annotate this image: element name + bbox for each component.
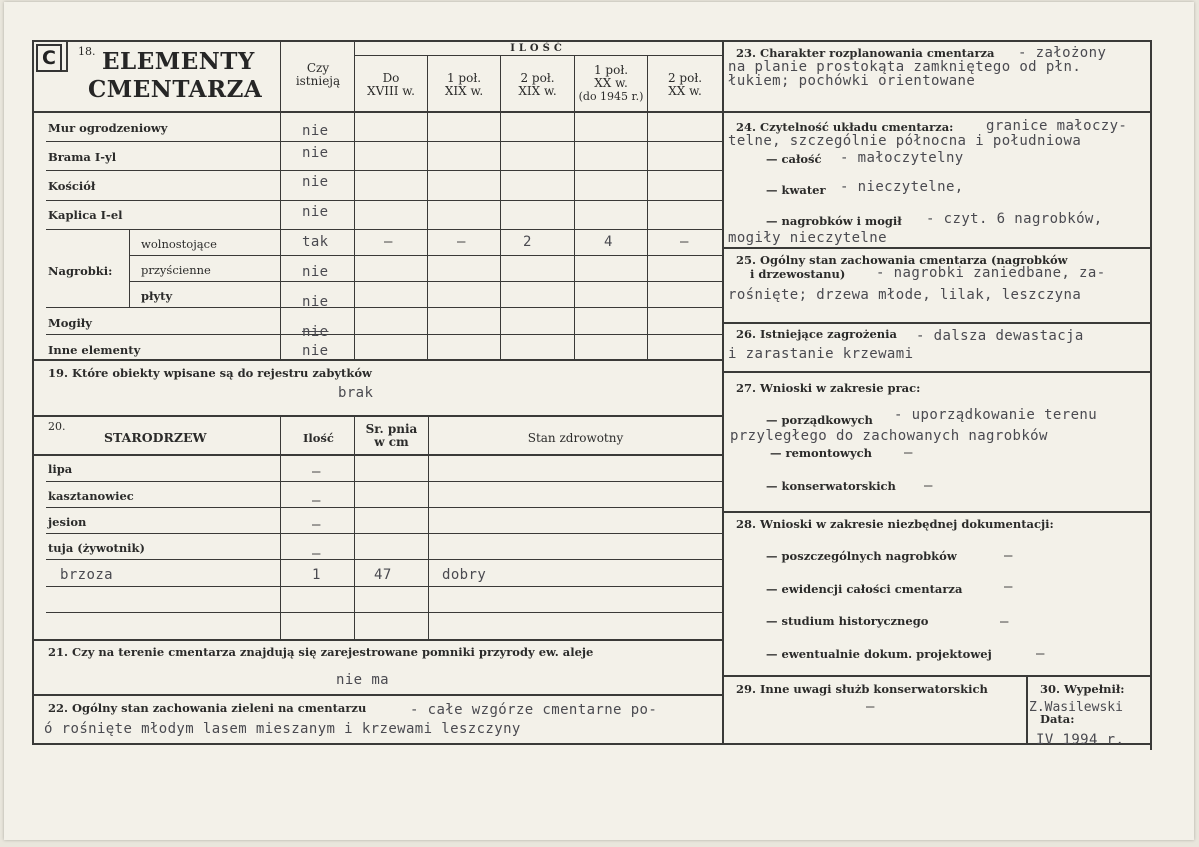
row-value-kosciol: nie (302, 174, 329, 190)
tree-name-1: kasztanowiec (48, 489, 134, 503)
s30-data-value: IV 1994 r. (1036, 732, 1125, 748)
s24-label: 24. Czytelność układu cmentarza: (736, 120, 954, 134)
row-value-wolnostojace: tak (302, 234, 329, 250)
s24-nagrobkow-value: - czyt. 6 nagrobków, (926, 211, 1103, 227)
s23-value-line2: na planie prostokąta zamkniętego od płn. (728, 59, 1082, 75)
tree-ilosc-3: – (312, 546, 321, 562)
row-value-kaplica: nie (302, 204, 329, 220)
row-label-przyscienne: przyścienne (141, 263, 211, 277)
row-label-nagrobki: Nagrobki: (48, 264, 113, 278)
s24-nagrobkow-label: — nagrobków i mogił (766, 214, 902, 228)
s25-label-line1: 25. Ogólny stan zachowania cmentarza (nagrobków (736, 253, 1068, 267)
section-letter-box (36, 44, 62, 72)
s20-col-pien: Sr. pnia w cm (365, 422, 418, 449)
period-header-3: 1 poł. XX w. (do 1945 r.) (578, 63, 644, 103)
tree-name-2: jesion (48, 515, 87, 529)
s26-value-line1: - dalsza dewastacja (916, 328, 1084, 344)
s27-porz-value: - uporządkowanie terenu (894, 407, 1098, 423)
s27-porz-label: — porządkowych (766, 413, 873, 427)
tree-name-3: tuja (żywotnik) (48, 541, 145, 555)
tree-name-0: lipa (48, 462, 73, 476)
count-wolno-1: – (457, 234, 466, 250)
s28-item-3-label: — ewentualnie dokum. projektowej (766, 647, 992, 661)
row-value-inne: nie (302, 343, 329, 359)
s26-label: 26. Istniejące zagrożenia (736, 327, 897, 341)
s23-value-line3: łukiem; pochówki orientowane (728, 73, 976, 89)
s19-label: 19. Które obiekty wpisane są do rejestru zabytków (48, 366, 372, 380)
tree-ilosc-1: – (312, 493, 321, 509)
s29-value: – (866, 699, 875, 715)
s29-label: 29. Inne uwagi służb konserwatorskich (736, 682, 988, 696)
s24-kwater-value: - nieczytelne, (840, 179, 964, 195)
inventory-card (4, 2, 1194, 840)
section-title-line1: ELEMENTY (102, 48, 255, 75)
s27-remont-label: — remontowych (770, 446, 873, 460)
period-header-0: Do XVIII w. (367, 71, 415, 98)
s20-title: STARODRZEW (104, 430, 207, 445)
s24-calosc-label: — całość (766, 152, 822, 166)
row-value-mogily: nie (302, 324, 329, 340)
row-label-plyty: płyty (141, 289, 173, 303)
s24-value-line2: telne, szczególnie północna i południowa (728, 133, 1082, 149)
s22-value-line2: ó rośnięte młodym lasem mieszanym i krzewami leszczyny (44, 721, 521, 737)
row-value-brama: nie (302, 145, 329, 161)
count-wolno-3: 4 (604, 234, 613, 250)
s25-value-line1: - nagrobki zaniedbane, za- (876, 265, 1106, 281)
s21-label: 21. Czy na terenie cmentarza znajdują się zarejestrowane pomniki przyrody ew. aleje (48, 645, 594, 659)
tree-ilosc-4: 1 (312, 567, 321, 583)
row-label-inne: Inne elementy (48, 343, 141, 357)
tree-ilosc-2: – (312, 517, 321, 533)
row-label-kosciol: Kościół (48, 179, 96, 193)
s25-value-line2: rośnięte; drzewa młode, lilak, leszczyna (728, 287, 1082, 303)
period-header-4: 2 poł. XX w. (667, 71, 703, 98)
s25-label-line2: i drzewostanu) (750, 267, 846, 281)
tree-stan-4: dobry (442, 567, 487, 583)
row-label-brama: Brama I-yl (48, 150, 117, 164)
s22-label: 22. Ogólny stan zachowania zieleni na cmentarzu (48, 701, 367, 715)
s23-value-line1: - założony (1018, 45, 1107, 61)
row-value-mur: nie (302, 123, 329, 139)
s30-data-label: Data: (1040, 712, 1075, 726)
s28-item-2-label: — studium historycznego (766, 614, 929, 628)
s28-item-0-value: – (1004, 548, 1013, 564)
row-label-wolnostojace: wolnostojące (141, 237, 217, 251)
s28-label: 28. Wnioski w zakresie niezbędnej dokumentacji: (736, 517, 1054, 531)
tree-pien-4: 47 (374, 567, 392, 583)
s28-item-3-value: – (1036, 646, 1045, 662)
s23-label: 23. Charakter rozplanowania cmentarza (736, 46, 995, 60)
s27-konserw-value: – (924, 478, 933, 494)
s22-value-line1: - całe wzgórze cmentarne po- (410, 702, 658, 718)
tree-name-4: brzoza (60, 567, 113, 583)
center-divider (722, 40, 724, 744)
row-label-mur: Mur ogrodzeniowy (48, 121, 168, 135)
tree-ilosc-0: – (312, 464, 321, 480)
s20-col-stan: Stan zdrowotny (527, 431, 624, 445)
s21-value: nie ma (336, 672, 389, 688)
s19-value: brak (338, 385, 374, 401)
s20-number: 20. (48, 420, 66, 433)
ilosc-header: ILOŚĆ (510, 43, 566, 54)
s24-kwater-label: — kwater (766, 183, 826, 197)
s26-value-line2: i zarastanie krzewami (728, 346, 914, 362)
s24-value-line1: granice małoczy- (986, 118, 1128, 134)
s30-label: 30. Wypełnił: (1040, 682, 1125, 696)
period-header-2: 2 poł. XIX w. (518, 71, 557, 98)
count-wolno-4: – (680, 234, 689, 250)
s27-label: 27. Wnioski w zakresie prac: (736, 381, 921, 395)
s28-item-1-label: — ewidencji całości cmentarza (766, 582, 963, 596)
count-wolno-0: – (384, 234, 393, 250)
s28-item-1-value: – (1004, 579, 1013, 595)
s28-item-0-label: — poszczególnych nagrobków (766, 549, 957, 563)
count-wolno-2: 2 (523, 234, 532, 250)
s27-porz-value2: przyległego do zachowanych nagrobków (730, 428, 1048, 444)
s27-konserw-label: — konserwatorskich (766, 479, 896, 493)
s24-calosc-value: - małoczytelny (840, 150, 964, 166)
frame-bottom (32, 743, 1152, 745)
s24-value-last: mogiły nieczytelne (728, 230, 887, 246)
s27-remont-value: – (904, 445, 913, 461)
s30-value: Z.Wasilewski (1029, 700, 1123, 715)
row-value-przyscienne: nie (302, 264, 329, 280)
s28-item-2-value: – (1000, 614, 1009, 630)
row-label-kaplica: Kaplica I-el (48, 208, 123, 222)
row-label-mogily: Mogiły (48, 316, 92, 330)
frame-right (1150, 40, 1152, 750)
section-letter: C (42, 47, 56, 69)
section-title-line2: CMENTARZA (88, 76, 263, 103)
s20-col-ilosc: Ilość (303, 431, 334, 445)
section-number: 18. (78, 45, 96, 58)
period-header-1: 1 poł. XIX w. (444, 71, 484, 98)
czy-istnieja-header: Czy istnieją (295, 61, 341, 88)
row-value-plyty: nie (302, 294, 329, 310)
